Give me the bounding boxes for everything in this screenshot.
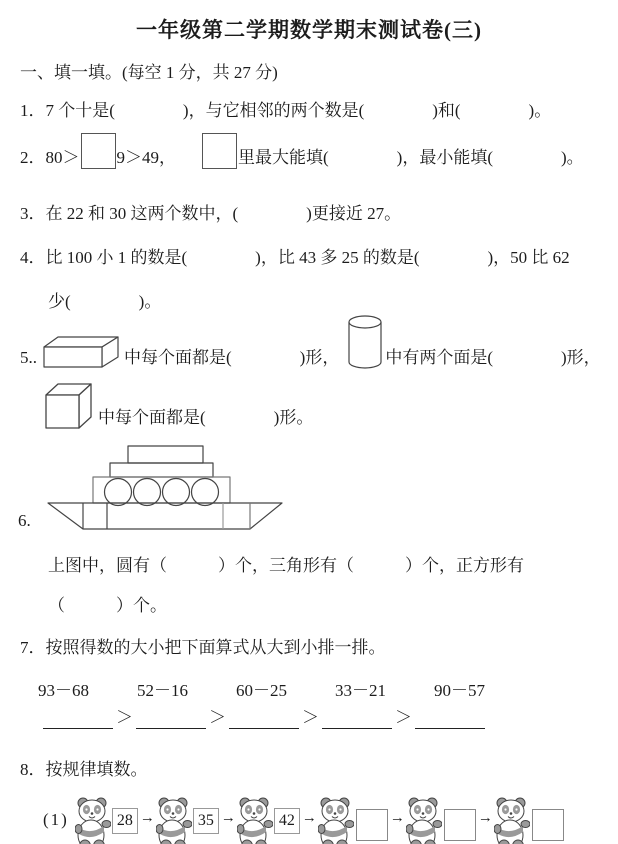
number-box: 42 <box>274 808 300 834</box>
arrow-icon: → <box>477 810 493 826</box>
question-5-number: 5.. <box>20 348 37 367</box>
question-6-number: 6. <box>18 511 31 530</box>
panda-icon <box>75 797 111 844</box>
answer-blank[interactable] <box>229 706 299 729</box>
page-title: 一年级第二学期数学期末测试卷(三) <box>136 18 482 42</box>
question-3: 3．在 22 和 30 这两个数中，( )更接近 27。 <box>20 204 402 223</box>
arrow-icon: → <box>301 810 317 826</box>
number-box: 35 <box>193 808 219 834</box>
panda-icon <box>494 797 530 844</box>
cuboid-icon <box>43 335 121 369</box>
answer-blank[interactable] <box>322 706 392 729</box>
expression: 33－21 <box>335 681 386 700</box>
boat-circle <box>134 479 161 506</box>
greater-than-sign: ＞ <box>395 708 412 727</box>
item-label: (1) <box>43 810 69 829</box>
question-7-expressions <box>38 676 485 701</box>
question-5-after-cuboid: 中每个面都是( )形， <box>124 348 340 367</box>
question-2 <box>20 133 584 170</box>
question-1: 1．7 个十是( )，与它相邻的两个数是( )和( )。 <box>20 101 552 120</box>
question-2-middle: 9＞49， <box>116 148 176 167</box>
question-7: 7．按照得数的大小把下面算式从大到小排一排。 <box>20 638 386 657</box>
arrow-icon: → <box>139 810 155 826</box>
answer-box[interactable] <box>81 133 116 169</box>
number-box: 28 <box>112 808 138 834</box>
empty-answer-box[interactable] <box>532 809 564 841</box>
greater-than-sign: ＞ <box>116 708 133 727</box>
question-2-suffix: 里最大能填( )，最小能填( )。 <box>238 148 584 167</box>
question-8-sequence <box>43 797 565 844</box>
expression: 93－68 <box>38 681 89 700</box>
question-5-after-cube: 中每个面都是( )形。 <box>98 408 314 427</box>
panda-icon <box>237 797 273 844</box>
cube-icon <box>45 382 95 430</box>
boat-mid-rectangle <box>110 463 213 477</box>
panda-icon <box>406 797 442 844</box>
boat-circle <box>163 479 190 506</box>
greater-than-sign: ＞ <box>302 708 319 727</box>
boat-top-rectangle <box>128 446 203 463</box>
panda-icon <box>318 797 354 844</box>
question-6-line2: （ ）个。 <box>48 596 167 615</box>
boat-deck-rectangle <box>93 477 230 503</box>
cylinder-icon <box>347 314 383 370</box>
arrow-icon: → <box>220 810 236 826</box>
panda-icon <box>156 797 192 844</box>
boat-circle <box>192 479 219 506</box>
question-4-line2: 少( )。 <box>48 292 162 311</box>
greater-than-sign: ＞ <box>209 708 226 727</box>
question-4-line1: 4．比 100 小 1 的数是( )，比 43 多 25 的数是( )，50 比 62 <box>20 248 570 267</box>
empty-answer-box[interactable] <box>356 809 388 841</box>
boat-shapes-figure <box>40 444 300 544</box>
arrow-icon: → <box>389 810 405 826</box>
question-8: 8．按规律填数。 <box>20 760 148 779</box>
answer-box[interactable] <box>202 133 237 169</box>
question-6-line1: 上图中，圆有（ ）个，三角形有（ ）个，正方形有 <box>48 556 524 575</box>
expression: 60－25 <box>236 681 287 700</box>
expression: 90－57 <box>434 681 485 700</box>
question-2-prefix: 2．80＞ <box>20 148 80 167</box>
question-5-line2 <box>45 380 313 430</box>
question-7-answer-line <box>43 706 485 729</box>
empty-answer-box[interactable] <box>444 809 476 841</box>
question-5-line1 <box>20 312 601 370</box>
boat-circle <box>105 479 132 506</box>
expression: 52－16 <box>137 681 188 700</box>
answer-blank[interactable] <box>43 706 113 729</box>
answer-blank[interactable] <box>136 706 206 729</box>
question-5-after-cylinder: 中有两个面是( )形， <box>385 348 601 367</box>
section-heading: 一、填一填。(每空 1 分，共 27 分) <box>20 63 278 82</box>
answer-blank[interactable] <box>415 706 485 729</box>
